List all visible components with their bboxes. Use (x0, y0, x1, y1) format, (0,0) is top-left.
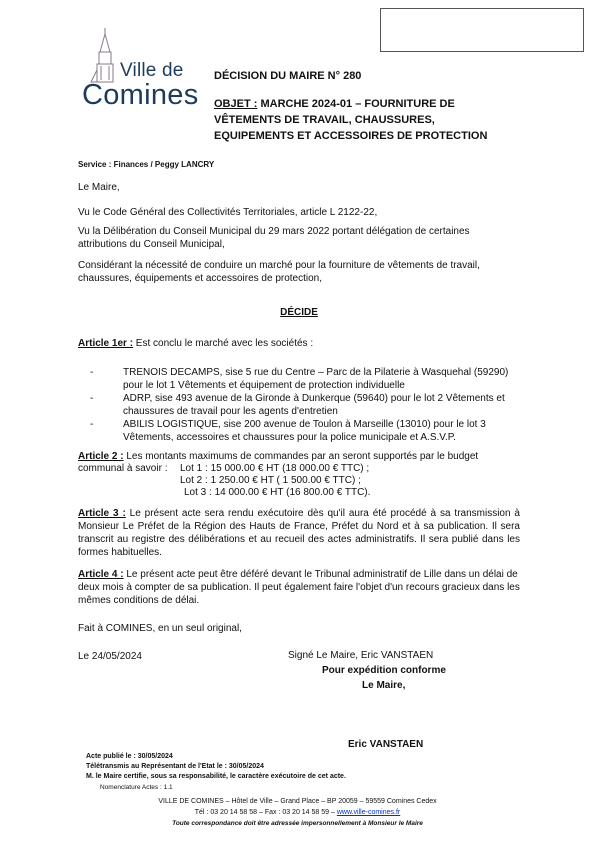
logo-comines: Comines (82, 79, 199, 111)
signature-name: Eric VANSTAEN (348, 739, 424, 750)
list-item: - ADRP, sise 493 avenue de la Gironde à Dunkerque (59640) pour le lot 2 Vêtements et chaussures de travail pour les agents d'entretien (90, 393, 505, 417)
lot-3: Lot 3 : 14 000.00 € HT (16 800.00 € TTC). (184, 487, 371, 498)
article-4-text: Le présent acte peut être déféré devant le Tribunal administratif de Lille dans un délai de deux mois à compter de sa publication. Il peut également faire l'objet d'un recours gracieux dans les mêmes conditions de délai. (78, 569, 520, 606)
address-line: VILLE DE COMINES – Hôtel de Ville – Grand Place – BP 20059 – 59559 Comines Cedex (158, 798, 437, 805)
signature-le-maire: Le Maire, (362, 680, 406, 691)
list-item: - TRENOIS DECAMPS, sise 5 rue du Centre – Parc de la Pilaterie à Wasquehal (59290) pour le lot 1 Vêtements et équipement de protection individuelle (90, 367, 509, 391)
objet-label: OBJET : (214, 98, 258, 110)
considerant: Considérant la nécessité de conduire un marché pour la fourniture de vêtements de travail, chaussures, équipements et accessoires de protection, (78, 260, 480, 284)
company-list (90, 366, 520, 444)
article-1 (78, 337, 520, 350)
website-link[interactable]: www.ville-comines.fr (336, 809, 401, 816)
le-maire-intro: Le Maire, (78, 182, 120, 193)
service-line: Service : Finances / Peggy LANCRY (78, 160, 215, 169)
article-2-line2: communal à savoir : (78, 463, 168, 474)
article-1-label: Article 1er : (78, 338, 134, 349)
city-logo (82, 26, 199, 116)
objet-line1: MARCHE 2024-01 – FOURNITURE DE (257, 98, 455, 110)
article-4-label: Article 4 : (78, 569, 124, 580)
pour-expedition: Pour expédition conforme (322, 665, 446, 676)
correspondance-text: Toute correspondance doit être adressée impersonnellement à Monsieur le Maire (172, 820, 423, 827)
objet-block (214, 96, 514, 144)
logo-ville: Ville de (120, 60, 184, 81)
lot-2: Lot 2 : 1 250.00 € HT ( 1 500.00 € TTC) ; (180, 475, 361, 486)
objet-line2: VÊTEMENTS DE TRAVAIL, CHAUSSURES, (214, 114, 435, 126)
article-2-text: Les montants maximums de commandes par an seront supportés par le budget (123, 451, 479, 462)
certifie: M. le Maire certifie, sous sa responsabilité, le caractère exécutoire de cet acte. (86, 773, 346, 780)
article-3-label: Article 3 : (78, 508, 126, 519)
nomenclature: Nomenclature Actes : 1.1 (100, 784, 173, 791)
article-4 (78, 568, 520, 607)
contact-phone-fax: Tél : 03 20 14 58 58 – Fax : 03 20 14 58 59 – (194, 809, 337, 816)
lot-1: Lot 1 : 15 000.00 € HT (18 000.00 € TTC) ; (180, 463, 370, 474)
objet-line3: EQUIPEMENTS ET ACCESSOIRES DE PROTECTION (214, 130, 488, 142)
correspondance-note (0, 819, 595, 829)
acte-publie: Acte publié le : 30/05/2024 (86, 753, 173, 760)
decide-heading: DÉCIDE (280, 307, 318, 318)
signature-date: Le 24/05/2024 (78, 651, 142, 662)
article-1-text: Est conclu le marché avec les sociétés : (133, 338, 314, 349)
contact-line (0, 808, 595, 818)
list-item: - ABILIS LOGISTIQUE, sise 200 avenue de Toulon à Marseille (13010) pour le lot 3 Vêtements, accessoires et chaussures pour la police municipale et A.S.V.P. (90, 419, 486, 443)
decision-title: DÉCISION DU MAIRE N° 280 (214, 70, 362, 82)
article-3 (78, 507, 520, 559)
vu-deliberation: Vu la Délibération du Conseil Municipal du 29 mars 2022 portant délégation de certaines attributions du Conseil Municipal, (78, 226, 470, 250)
vu-code: Vu le Code Général des Collectivités Territoriales, article L 2122-22, (78, 207, 378, 218)
article-3-text: Le présent acte sera rendu exécutoire dès qu'il aura été procédé à sa transmission à Monsieur Le Préfet de la Région des Hauts de France, Préfet du Nord et à sa publication. Il sera transcrit au registre des délibérations et au recueil des actes administratifs. Il sera publié dans les formes habituelles. (78, 508, 520, 558)
teletransmis: Télétransmis au Représentant de l'Etat le : 30/05/2024 (86, 763, 264, 770)
signature-signe: Signé Le Maire, Eric VANSTAEN (288, 650, 434, 661)
stamp-box (380, 8, 584, 52)
article-2-label: Article 2 : (78, 451, 124, 462)
article-2 (78, 450, 520, 499)
church-icon (88, 26, 122, 86)
fait-a: Fait à COMINES, en un seul original, (78, 623, 242, 634)
